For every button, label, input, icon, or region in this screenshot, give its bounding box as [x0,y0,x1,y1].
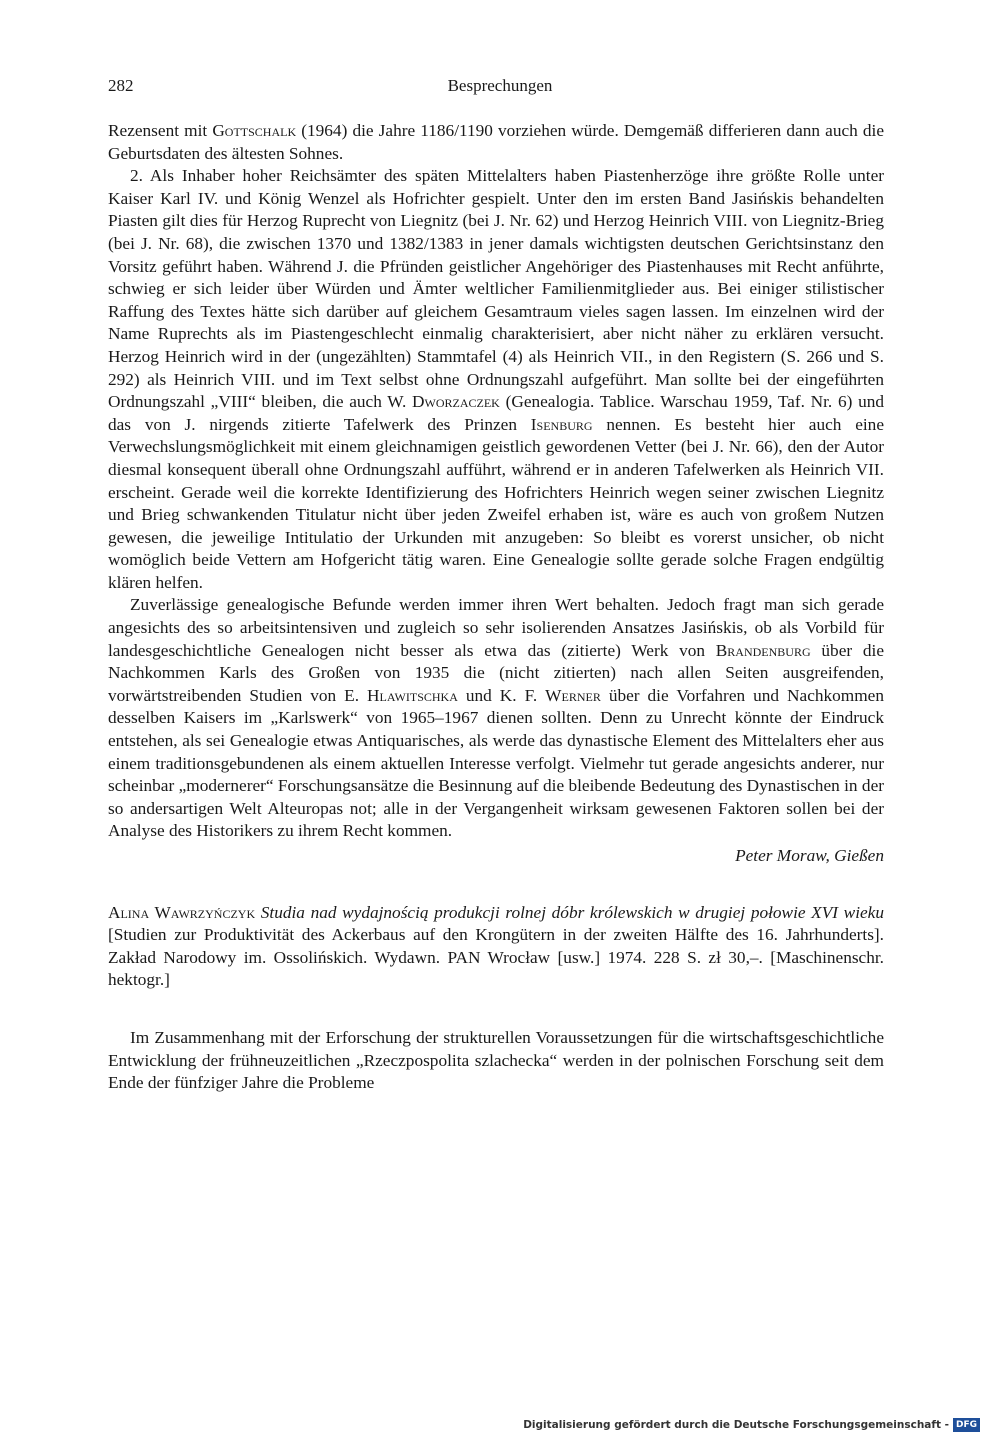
page-number: 282 [108,76,134,95]
text-run: (1964) die Jahre 1186/1190 vorziehen würde. Demgemäß differieren dann auch die Geburtsdaten des ältesten Sohnes. [108,121,885,163]
review-title: Studia nad wydajnością produkcji rolnej dóbr królewskich w drugiej połowie XVI wieku [260,902,884,922]
author-name-hlawitschka: Hlawitschka [367,685,458,705]
running-head: Besprechungen [447,76,553,95]
paragraph-3 [108,594,884,843]
text-run: über die Vorfahren und Nachkommen desselben Kaisers im „Karlswerk“ von 1965–1967 dienen sollten. Denn zu Unrecht könnte der Eindruck entstehen, als sei Genealogie etwas Antiquarisches, als werde das dynastische Element des Mittelalters eher aus einem traditionsgebundenen als einem aktuellen Interesse verfolgt. Vielmehr tut gerade angesichts anderer, nur scheinbar „modernerer“ Forschungsansätze die Besinnung auf die bleibende Bedeutung des Dynastischen in der so andersartigen Welt Alteuropas not; alle in der Vergangenheit wirksam gewesenen Faktoren sollen bei der Analyse des Historikers zu ihrem Recht kommen. [108,685,884,841]
review-author: Alina Wawrzyńczyk [108,902,256,922]
paragraph-1 [108,120,884,165]
footer-text: Digitalisierung gefördert durch die Deutsche Forschungsgemeinschaft - [523,1419,949,1431]
author-name-dworzaczek: Dworzaczek [412,392,500,412]
text-run: 2. Als Inhaber hoher Reichsämter des späten Mittelalters haben Piastenherzöge ihre größte Rolle unter Kaiser Karl IV. und König Wenzel als Hofrichter gespielt. Unter den im ersten Band Jasińskis behandelten Piasten gilt dies für Herzog Ruprecht von Liegnitz (bei J. Nr. 62) und Herzog Heinrich VIII. von Liegnitz-Brieg (bei J. Nr. 68), die zwischen 1370 und 1382/1383 in jener damals wichtigsten deutschen Gerichtsinstanz den Vorsitz geführt haben. Während J. die Pfründen geistlicher Angehöriger des Piastenhauses mit Recht anführte, schwieg er sich leider über Würden und Ämter weltlicher Familienmitglieder aus. Bei einiger stilistischer Raffung des Textes hätte sich darüber auf gleichem Gesamtraum vieles sagen lassen. Im einzelnen wird der Name Ruprechts als im Piastengeschlecht einmalig charakterisiert, aber nicht näher zu erklären versucht. Herzog Heinrich wird in der (ungezählten) Stammtafel (4) als Heinrich VII., in den Registern (S. 266 und S. 292) als Heinrich VIII. und im Text selbst ohne Ordnungszahl aufgeführt. Man sollte bei der eingeführten Ordnungszahl „VIII“ bleiben, die auch W. [108,166,884,412]
review-body: Im Zusammenhang mit der Erforschung der strukturellen Voraussetzungen für die wirtschaftsgeschichtliche Entwicklung der frühneuzeitlichen „Rzeczpospolita szlachecka“ werden in der polnischen Forschung seit dem Ende der fünfziger Jahre die Probleme [108,1027,884,1093]
digitization-footer [523,1418,980,1432]
text-run: nennen. Es besteht hier auch eine Verwechslungsmöglichkeit mit einem gleichnamigen geistlich gewordenen Vetter (bei J. Nr. 66), den der Autor diesmal konsequent überall ohne Ordnungszahl aufführt, während er in anderen Tafelwerken als Heinrich VII. erscheint. Gerade weil die korrekte Identifizierung des Hofrichters Heinrich wegen seiner zwischen Liegnitz und Brieg schwankenden Titulatur nicht über jeden Zweifel erhaben ist, wäre es auch von großem Nutzen gewesen, die jeweilige Intitulatio der Urkunden mit anzugeben: So bleibt es vorerst unsicher, ob nicht womöglich beide Vettern am Hofgericht tätig waren. Eine Genealogie sollte gerade solche Fragen endgültig klären helfen. [108,414,884,592]
author-name-isenburg: Isenburg [530,414,593,434]
author-name-brandenburg: Brandenburg [715,640,811,660]
text-run: Rezensent mit [108,121,213,140]
text-run: (Genealogia. Tablice. Warschau 1959, Taf. Nr. 6) und das von J. nirgends zitierte Tafelwerk des Prinzen [108,392,885,434]
body-text [108,120,884,1095]
author-name-werner: Werner [545,685,601,705]
dfg-logo-icon: DFG [953,1418,980,1432]
author-name-gottschalk: Gottschalk [212,121,297,140]
review-citation [108,902,884,992]
text-run: und K. F. [457,685,546,705]
review-signature: Peter Moraw, Gießen [735,846,884,865]
paragraph-2 [108,165,884,594]
text-run: Zuverlässige genealogische Befunde werden immer ihren Wert behalten. Jedoch fragt man sich gerade angesichts des so arbeitsintensiven und zugleich so sehr isolierenden Ansatzes Jasińskis, ob als Vorbild für landesgeschichtliche Genealogen nicht besser als etwa das (zitierte) Werk von [108,595,884,660]
text-run: über die Nachkommen Karls des Großen von 1935 die (nicht zitierten) nach allen Seiten ausgreifenden, vorwärtstreibenden Studien von E. [108,640,884,705]
review-details: [Studien zur Produktivität des Ackerbaus auf den Krongütern in der zweiten Hälfte des 16. Jahrhunderts]. Zakład Narodowy im. Ossolińskich. Wydawn. PAN Wrocław [usw.] 1974. 228 S. zł 30,–. [Maschinenschr. hektogr.] [108,925,884,990]
